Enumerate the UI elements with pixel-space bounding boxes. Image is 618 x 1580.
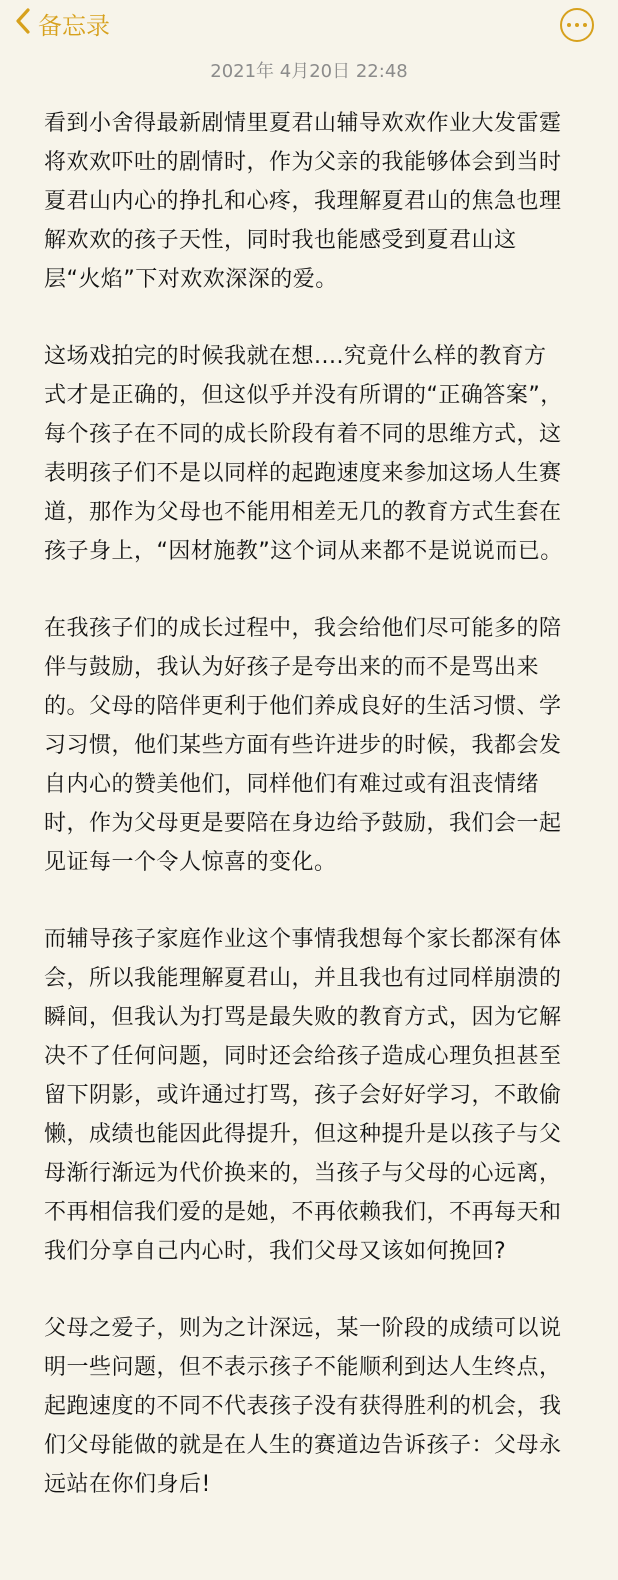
back-label: 备忘录 [38, 12, 110, 40]
note-paragraph: 而辅导孩子家庭作业这个事情我想每个家长都深有体会，所以我能理解夏君山，并且我也有过同样崩溃的瞬间，但我认为打骂是最失败的教育方式，因为它解决不了任何问题，同时还会给孩子造成心理负担甚至留下阴影，或许通过打骂，孩子会好好学习，不敢偷懒，成绩也能因此得提升，但这种提升是以孩子与父母渐行渐远为代价换来的，当孩子与父母的心远离，不再相信我们爱的是她，不再依赖我们，不再每天和我们分享自己内心时，我们父母又该如何挽回? [44, 927, 562, 1264]
chevron-left-icon [12, 7, 38, 45]
navigation-bar [0, 0, 618, 58]
note-paragraph: 在我孩子们的成长过程中，我会给他们尽可能多的陪伴与鼓励，我认为好孩子是夸出来的而不是骂出来的。父母的陪伴更利于他们养成良好的生活习惯、学习习惯，他们某些方面有些许进步的时候，我都会发自内心的赞美他们，同样他们有难过或有沮丧情绪时，作为父母更是要陪在身边给予鼓励，我们会一起见证每一个令人惊喜的变化。 [44, 616, 562, 875]
note-body[interactable] [44, 104, 564, 1504]
note-paragraph: 看到小舍得最新剧情里夏君山辅导欢欢作业大发雷霆将欢欢吓吐的剧情时，作为父亲的我能够体会到当时夏君山内心的挣扎和心疼，我理解夏君山的焦急也理解欢欢的孩子天性，同时我也能感受到夏君山这层“火焰”下对欢欢深深的爱。 [44, 111, 562, 292]
note-paragraph: 这场戏拍完的时候我就在想....究竟什么样的教育方式才是正确的，但这似乎并没有所谓的“正确答案”，每个孩子在不同的成长阶段有着不同的思维方式，这表明孩子们不是以同样的起跑速度来参加这场人生赛道，那作为父母也不能用相差无几的教育方式生套在孩子身上，“因材施教”这个词从来都不是说说而已。 [44, 344, 563, 564]
more-button[interactable] [560, 8, 594, 42]
note-paragraph: 父母之爱子，则为之计深远，某一阶段的成绩可以说明一些问题，但不表示孩子不能顺利到达人生终点，起跑速度的不同不代表孩子没有获得胜利的机会，我们父母能做的就是在人生的赛道边告诉孩子：父母永远站在你们身后! [44, 1316, 562, 1497]
back-button[interactable] [12, 8, 110, 44]
more-icon [565, 23, 589, 27]
note-timestamp: 2021年 4月20日 22:48 [210, 61, 408, 82]
